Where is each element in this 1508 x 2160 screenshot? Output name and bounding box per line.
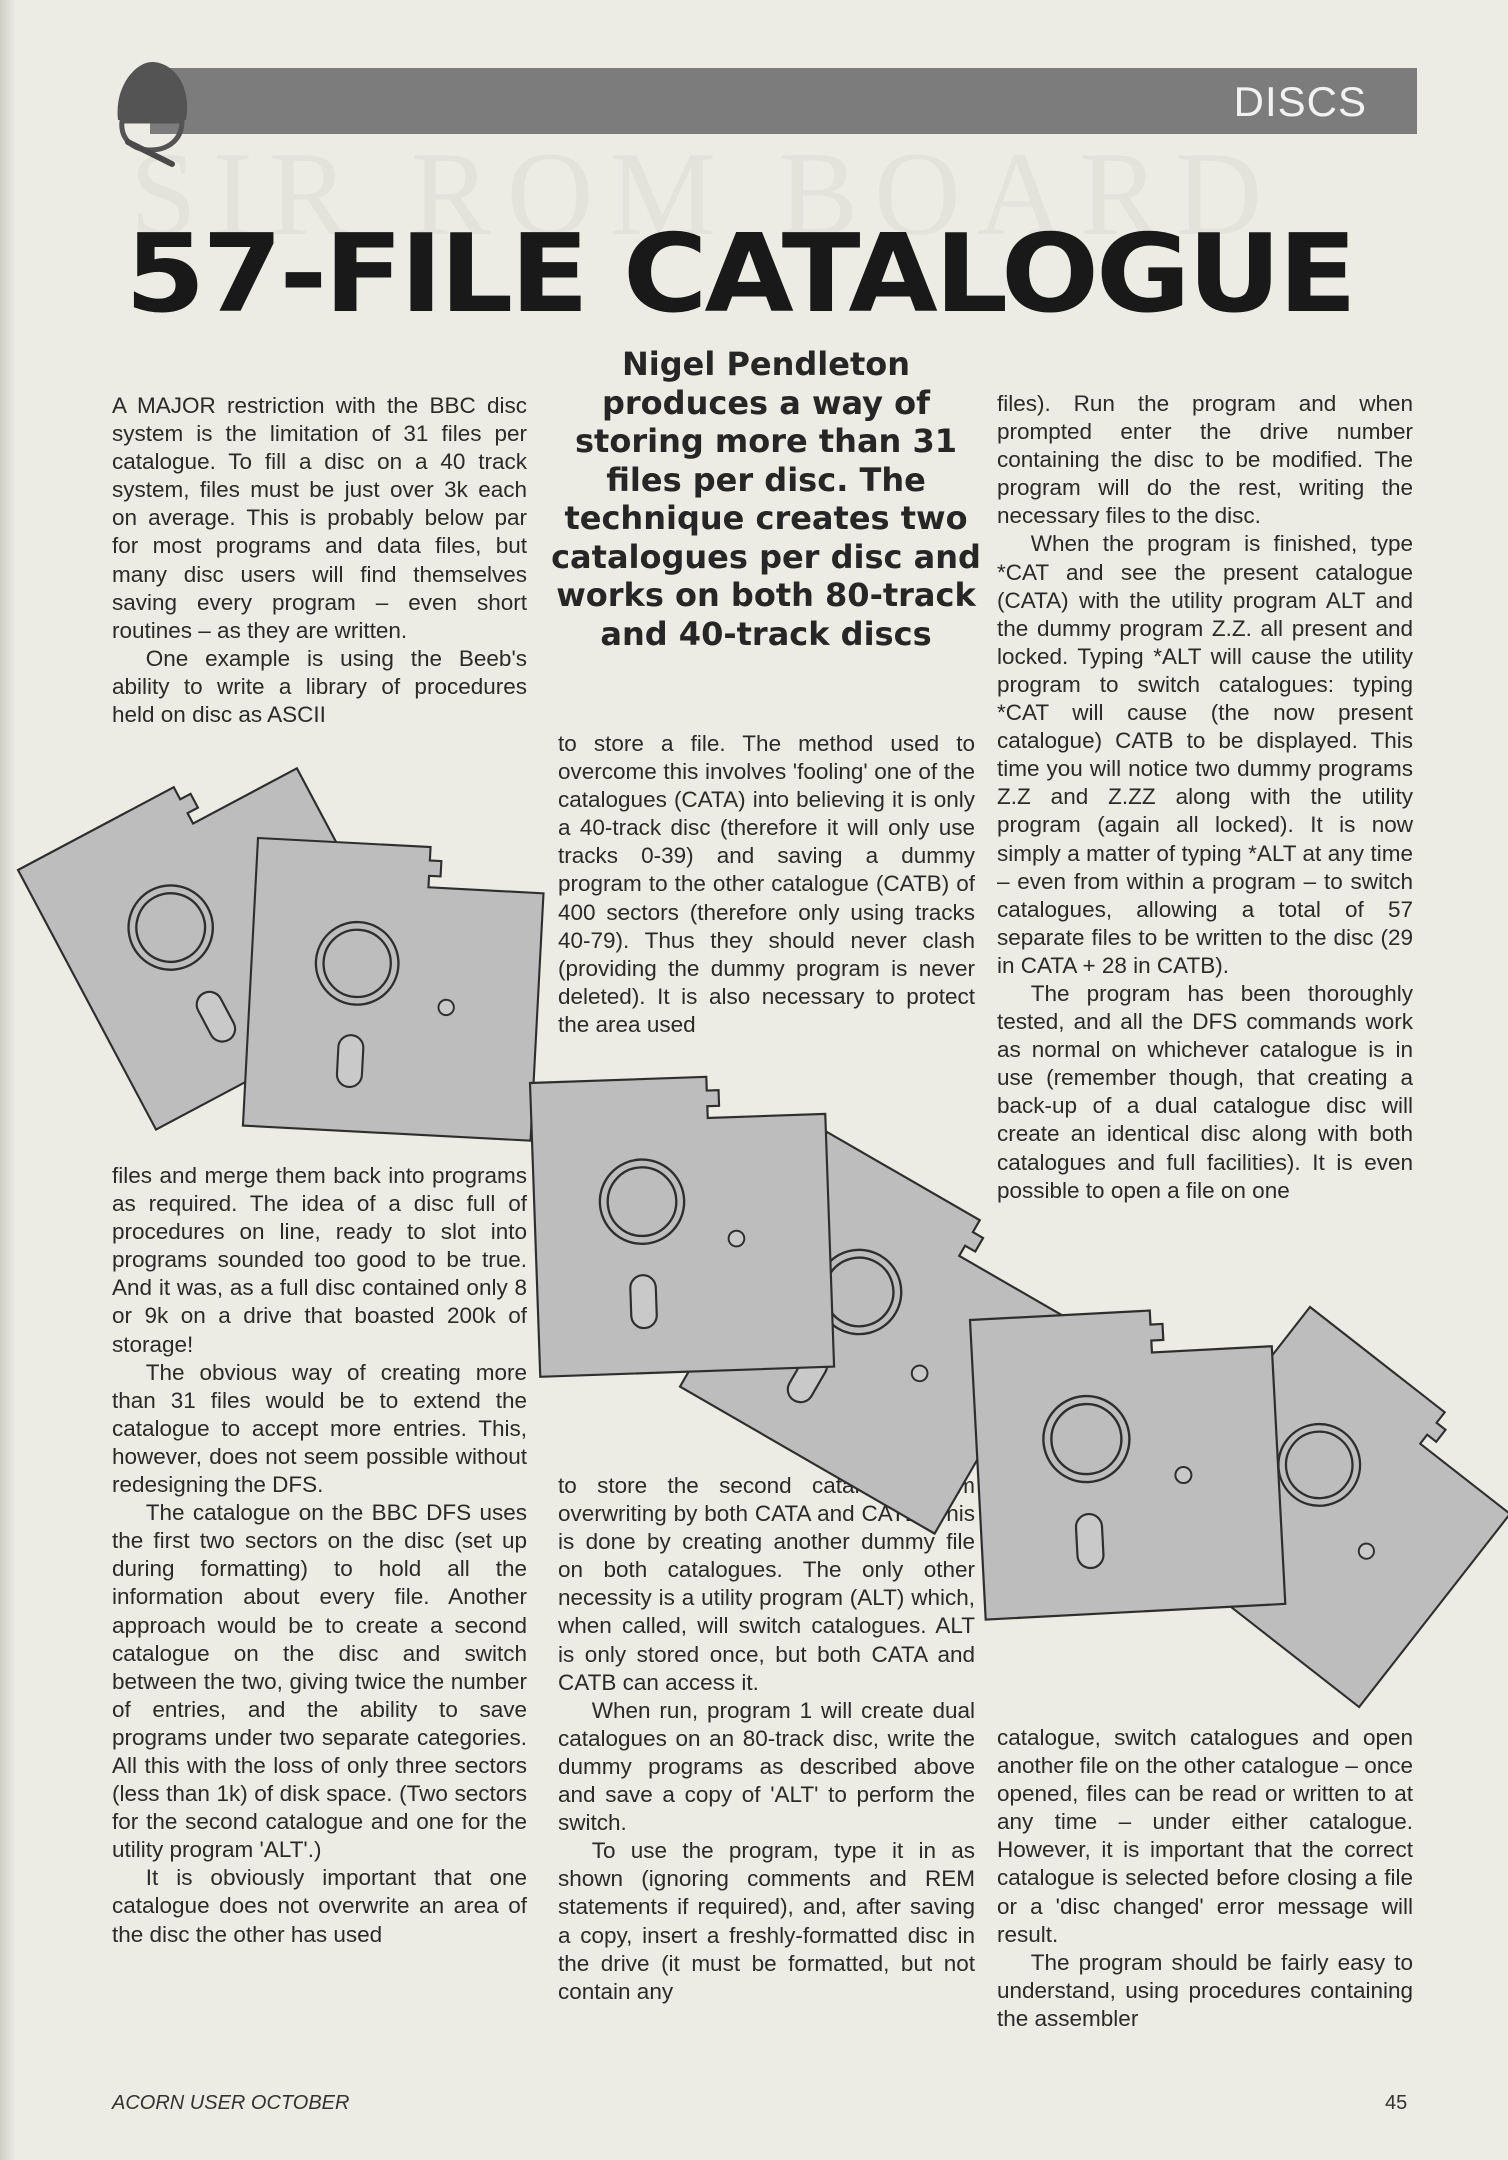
paragraph: The program should be fairly easy to understand, using procedures containing the assembler (997, 1949, 1413, 2031)
paragraph: It is obviously important that one catalogue does not overwrite an area of the disc the other has used (112, 1865, 527, 1947)
floppy-disk-icon (243, 838, 546, 1141)
paragraph: To use the program, type it in as shown (ignoring comments and REM statements if required), and, after saving a copy, insert a freshly-formatted disc in the drive (it must be formatted, but not contain any (558, 1838, 975, 2004)
floppy-disk-icon (970, 1304, 1285, 1619)
footer-magazine: ACORN USER OCTOBER (112, 2092, 350, 2114)
article-title: 57-FILE CATALOGUE (125, 212, 1354, 337)
page-number: 45 (1385, 2092, 1408, 2114)
paragraph: files and merge them back into programs as required. The idea of a disc full of procedures on line, ready to slot into programs sounded too good to be true. And it was, as a full disc contained only 8 or 9k on a drive that boasted 200k of storage! (112, 1163, 527, 1357)
paragraph: files). Run the program and when prompted enter the drive number containing the disc to be modified. The program will do the rest, writing the necessary files to the disc. (997, 391, 1413, 529)
paragraph: to store the second catalogue from overwriting by both CATA and CATB. This is done by creating another dummy file on both catalogues. The only other necessity is a utility program (ALT) which, when called, will switch catalogues. ALT is only stored once, but both CATA and CATB can access it. (558, 1473, 975, 1695)
paragraph: When run, program 1 will create dual catalogues on an 80-track disc, write the dummy programs as described above and save a copy of 'ALT' to perform the switch. (558, 1697, 975, 1836)
article-standfirst: Nigel Pendleton produces a way of storing more than 31 files per disc. The technique creates two catalogues per disc and works on both 80-track and 40-track discs (551, 345, 981, 653)
section-label: DISCS (1233, 78, 1367, 125)
paragraph: The program has been thoroughly tested, and all the DFS commands work as normal on whichever catalogue is in use (remember though, that creating a back-up of a dual catalogue disc will create an identical disc along with both catalogues and full facilities). It is even possible to open a file on one (997, 980, 1413, 1203)
paragraph: to store a file. The method used to overcome this involves 'fooling' one of the catalogues (CATA) into believing it is only a 40-track disc (therefore it will only use tracks 0-39) and saving a dummy program to the other catalogue (CATB) of 400 sectors (therefore only using tracks 40-79). Thus they should never clash (providing the dummy program is never deleted). It is also necessary to protect the area used (558, 731, 975, 1037)
paragraph: The catalogue on the BBC DFS uses the first two sectors on the disc (set up during formatting) to hold all the information about every file. Another approach would be to create a second catalogue on the disc and switch between the two, giving twice the number of entries, and the ability to save programs under two separate categories. All this with the loss of only three sectors (less than 1k) of disk space. (Two sectors for the second catalogue and one for the utility program 'ALT'.) (112, 1500, 527, 1863)
paragraph: The obvious way of creating more than 31 files would be to extend the catalogue to accept more entries. This, however, does not seem possible without redesigning the DFS. (112, 1359, 527, 1498)
paragraph: One example is using the Beeb's ability to write a library of procedures held on disc as ASCII (112, 645, 527, 728)
paragraph: When the program is finished, type *CAT and see the present catalogue (CATA) with the utility program ALT and the dummy program Z.Z. all present and locked. Typing *ALT will cause the utility program to switch catalogues: typing *CAT will cause (the now present catalogue) CATB to be displayed. This time you will notice two dummy programs Z.Z and Z.ZZ along with the utility program (again all locked). It is now simply a matter of typing *ALT at any time – even from within a program – to switch catalogues, allowing a total of 57 separate files to be written to the disc (29 in CATA + 28 in CATB). (997, 531, 1413, 978)
floppy-disk-icon (530, 1073, 834, 1377)
paragraph: A MAJOR restriction with the BBC disc system is the limitation of 31 files per catalogue. To fill a disc on a 40 track system, files must be just over 3k each on average. This is probably below par for most programs and data files, but many disc users will find themselves saving every program – even short routines – as they are written. (112, 393, 527, 643)
paragraph: catalogue, switch catalogues and open another file on the other catalogue – once opened, files can be read or written to at any time – under either catalogue. However, it is important that the correct catalogue is selected before closing a file or a 'disc changed' error message will result. (997, 1725, 1413, 1947)
